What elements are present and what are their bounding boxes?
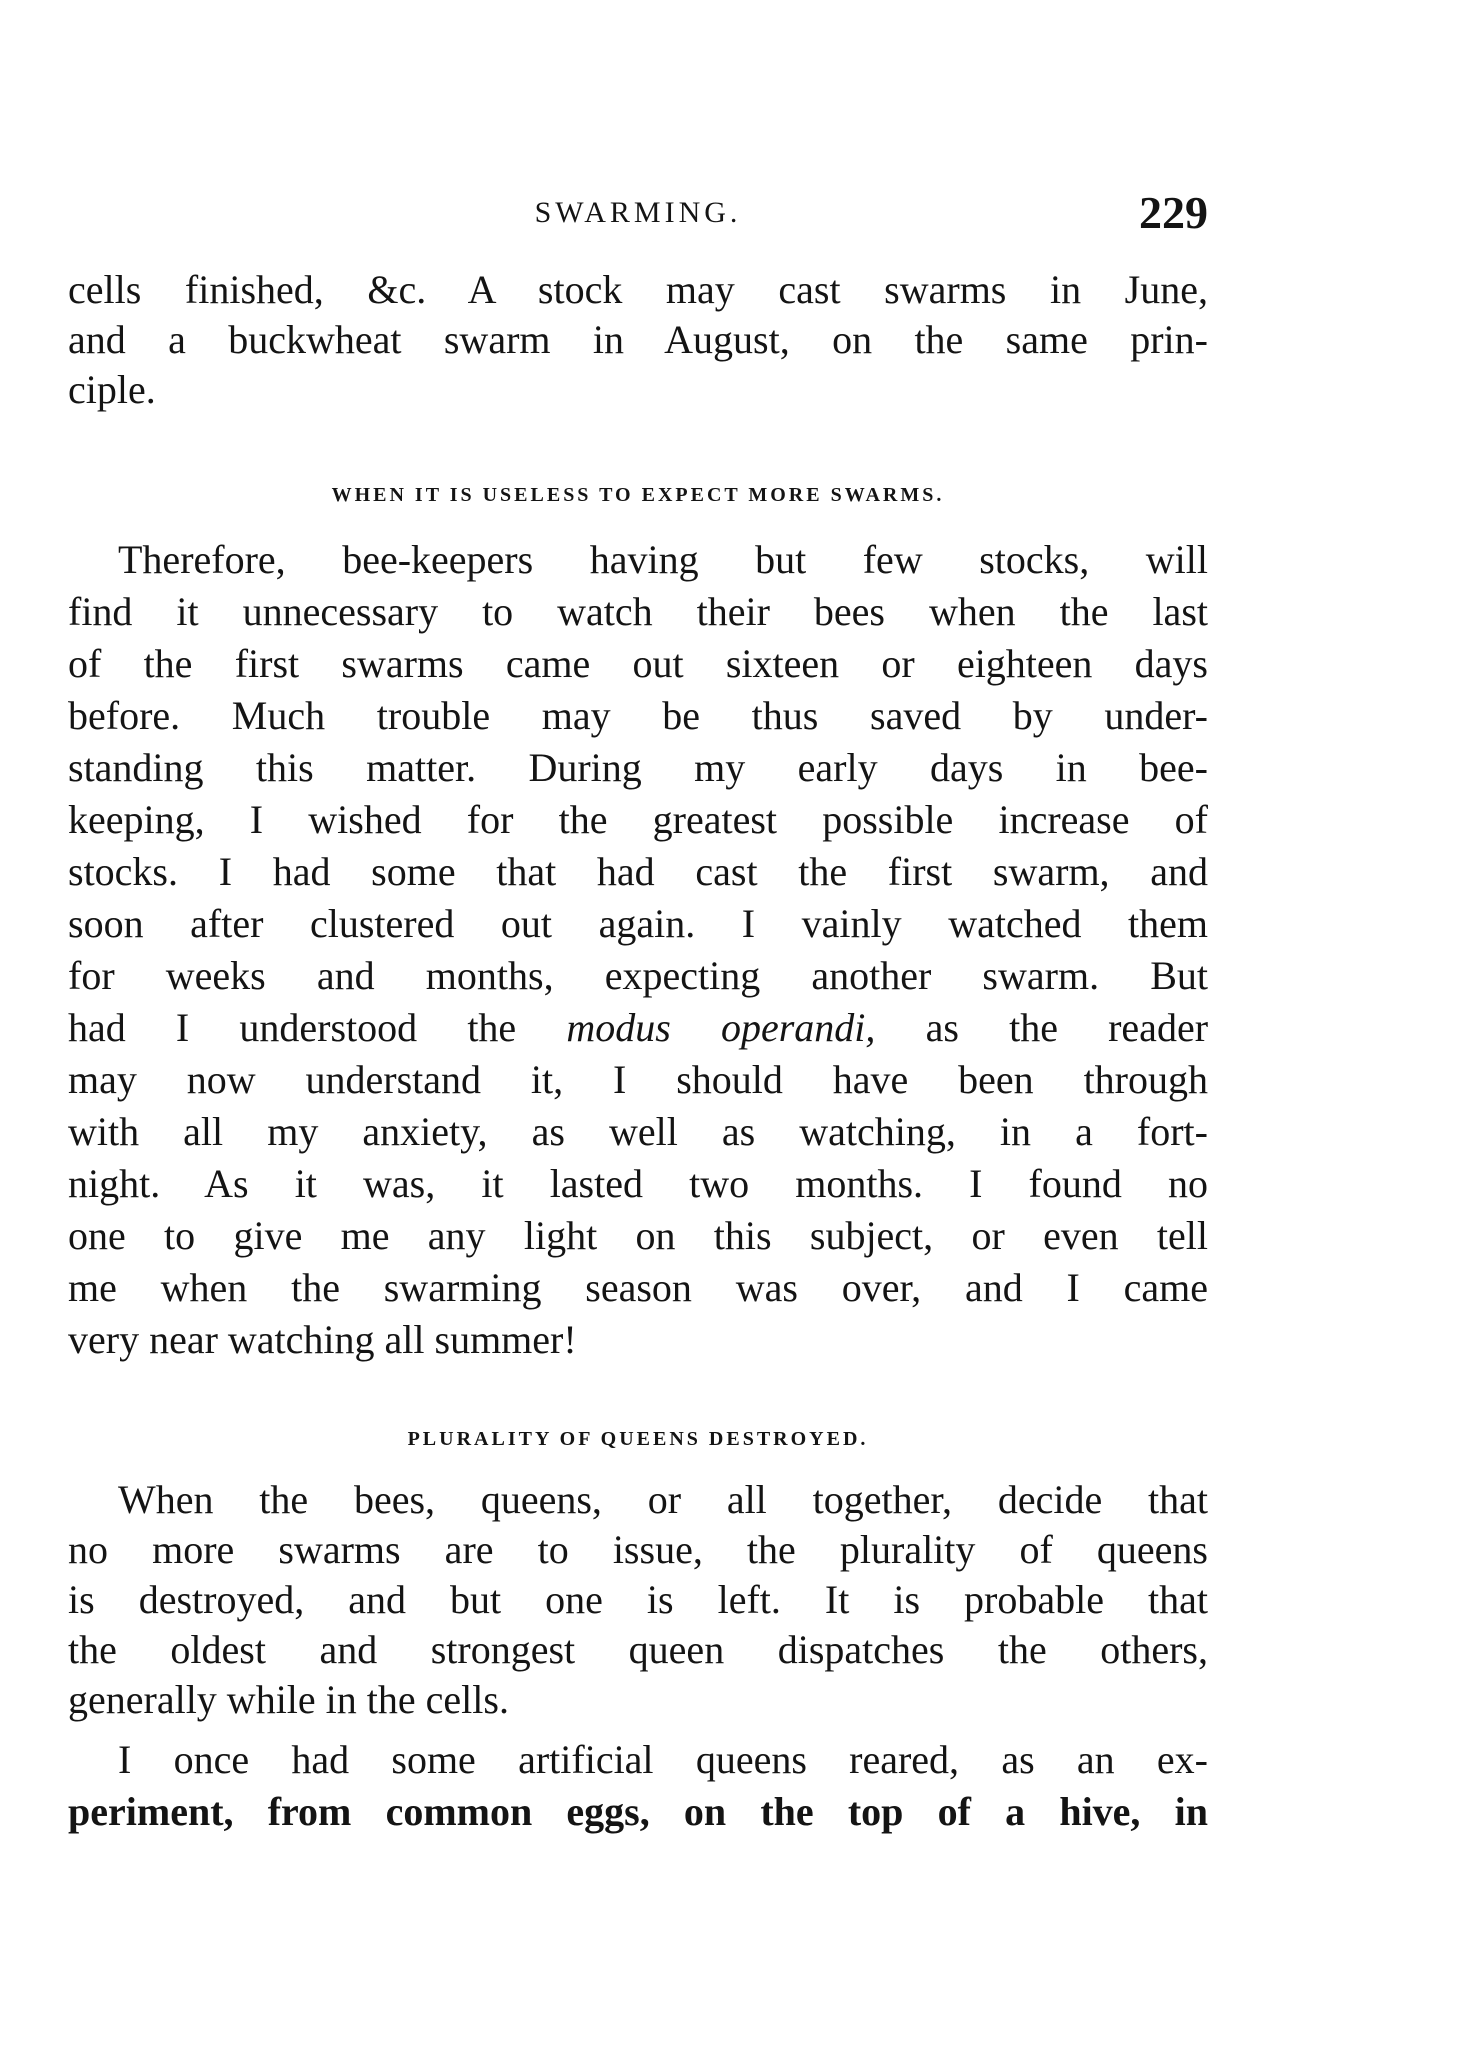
text-line: generally while in the cells.	[68, 1677, 509, 1722]
text-line: with all my anxiety, as well as watching, in a fort-	[68, 1109, 1208, 1154]
text-run: had I understood the	[68, 1005, 517, 1050]
text-line: me when the swarming season was over, and I came	[68, 1265, 1208, 1310]
text-line: very near watching all summer!	[68, 1317, 577, 1362]
text-line: stocks. I had some that had cast the first swarm, and	[68, 849, 1208, 894]
text-line: the oldest and strongest queen dispatches the others,	[68, 1627, 1208, 1672]
text-line: and a buckwheat swarm in August, on the same prin-	[68, 317, 1208, 362]
text-line-modus	[68, 1002, 1208, 1054]
text-line: cells finished, &c. A stock may cast swarms in June,	[68, 267, 1208, 312]
text-line: is destroyed, and but one is left. It is probable that	[68, 1577, 1208, 1622]
text-line: one to give me any light on this subject, or even tell	[68, 1213, 1208, 1258]
running-head	[68, 186, 1208, 236]
text-line: may now understand it, I should have been through	[68, 1057, 1208, 1102]
text-line: for weeks and months, expecting another swarm. But	[68, 953, 1208, 998]
section-heading: WHEN IT IS USELESS TO EXPECT MORE SWARMS.	[331, 484, 945, 506]
text-line: I once had some artificial queens reared, as an ex-	[118, 1737, 1208, 1782]
text-line: keeping, I wished for the greatest possible increase of	[68, 797, 1208, 842]
text-line: soon after clustered out again. I vainly watched them	[68, 901, 1208, 946]
section-heading: PLURALITY OF QUEENS DESTROYED.	[407, 1428, 869, 1450]
text-line: Therefore, bee-keepers having but few stocks, will	[118, 537, 1208, 582]
text-run: as the reader	[925, 1005, 1209, 1050]
text-line: before. Much trouble may be thus saved by under-	[68, 693, 1208, 738]
text-line: standing this matter. During my early days in bee-	[68, 745, 1208, 790]
text-line: ciple.	[68, 367, 156, 412]
page-number: 229	[1139, 187, 1208, 238]
text-line: night. As it was, it lasted two months. I found no	[68, 1161, 1208, 1206]
running-title: SWARMING.	[534, 196, 742, 229]
text-line: no more swarms are to issue, the plurality of queens	[68, 1527, 1208, 1572]
text-line: When the bees, queens, or all together, decide that	[118, 1477, 1208, 1522]
text-line: periment, from common eggs, on the top of a hive, in	[68, 1789, 1208, 1834]
text-line: find it unnecessary to watch their bees when the last	[68, 589, 1208, 634]
italic-phrase: modus operandi,	[566, 1005, 876, 1050]
text-line: of the first swarms came out sixteen or eighteen days	[68, 641, 1208, 686]
